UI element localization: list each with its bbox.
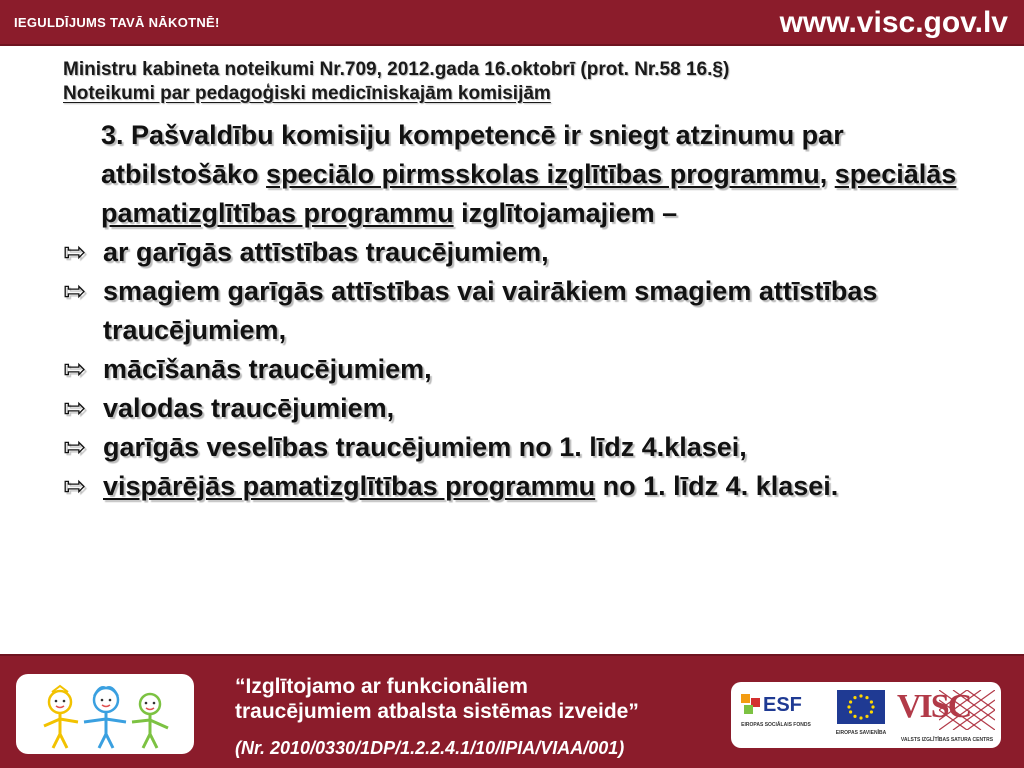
arrow-bullet-icon: ⇰ (63, 471, 86, 502)
project-title-line2: traucējumiem atbalsta sistēmas izveide” (235, 700, 639, 723)
list-item (63, 272, 993, 350)
footer-bar (0, 654, 1024, 768)
eu-caption: EIROPAS SAVIENĪBA (835, 730, 887, 736)
body-text (63, 116, 993, 506)
list-item-text: ar garīgās attīstības traucējumiem, (103, 237, 549, 267)
partner-logos (731, 682, 1001, 748)
esf-mark-icon (741, 694, 761, 716)
visc-pattern-icon (939, 690, 995, 730)
slide-content (63, 58, 993, 506)
list-item (63, 428, 993, 467)
esf-caption: EIROPAS SOCIĀLAIS FONDS (741, 722, 811, 728)
program-link-preschool: speciālo pirmsskolas izglītības programmu (266, 159, 820, 189)
program-link-basic: speciālās pamatizglītības programmu (101, 159, 957, 228)
website-url[interactable]: www.visc.gov.lv (779, 6, 1008, 39)
list-item (63, 233, 993, 272)
project-title (235, 674, 639, 724)
list-item-text: mācīšanās traucējumiem, (103, 354, 432, 384)
list-item (63, 389, 993, 428)
list-item (63, 467, 993, 506)
visc-logo-text: VISC (897, 688, 971, 725)
esf-logo-text: ESF (763, 694, 802, 716)
header-slogan: IEGULDĪJUMS TAVĀ NĀKOTNĒ! (14, 15, 220, 30)
list-item-text: valodas traucējumiem, (103, 393, 395, 423)
project-title-line1: “Izglītojamo ar funkcionāliem (235, 675, 528, 698)
paragraph-intro: 3. Pašvaldību komisiju kompetencē ir sniegt atzinumu par atbilstošāko (101, 120, 844, 189)
regulation-title: Noteikumi par pedagoģiski medicīniskajām komisijām (63, 83, 551, 104)
separator: , (819, 159, 835, 189)
arrow-bullet-icon: ⇰ (63, 237, 86, 268)
header-bar (0, 0, 1024, 46)
children-illustration-icon (16, 674, 194, 754)
regulation-reference: Ministru kabineta noteikumi Nr.709, 2012.gada 16.oktobrī (prot. Nr.58 16.§) (63, 59, 730, 80)
arrow-bullet-icon: ⇰ (63, 276, 86, 307)
arrow-bullet-icon: ⇰ (63, 354, 86, 385)
visc-caption: VALSTS IZGLĪTĪBAS SATURA CENTRS (900, 737, 994, 743)
paragraph-tail: izglītojamajiem – (453, 198, 678, 228)
condition-list (63, 233, 993, 506)
eu-flag-icon (837, 690, 885, 724)
list-item (63, 350, 993, 389)
paragraph-3 (63, 116, 993, 233)
project-code: (Nr. 2010/0330/1DP/1.2.2.4.1/10/IPIA/VIAA/001) (235, 738, 625, 758)
list-item-text: smagiem garīgās attīstības vai vairākiem smagiem attīstības traucējumiem, (103, 276, 878, 345)
arrow-bullet-icon: ⇰ (63, 432, 86, 463)
list-item-text: no 1. līdz 4. klasei. (595, 471, 839, 501)
children-logo (16, 674, 194, 754)
program-link-general: vispārējās pamatizglītības programmu (103, 471, 596, 501)
list-item-text: garīgās veselības traucējumiem no 1. līdz 4.klasei, (103, 432, 747, 462)
arrow-bullet-icon: ⇰ (63, 393, 86, 424)
